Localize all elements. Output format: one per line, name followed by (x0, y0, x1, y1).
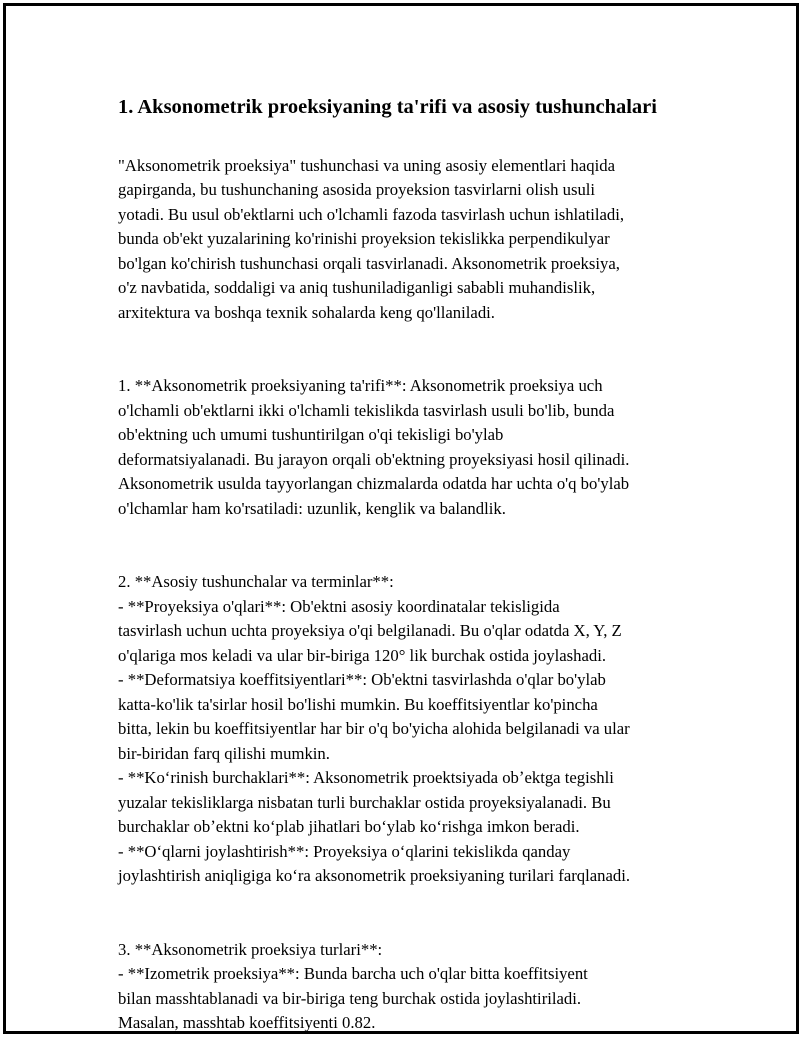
document-body (118, 129, 688, 1060)
paragraph-definition: 1. **Aksonometrik proeksiyaning ta'rifi**: Aksonometrik proeksiya uch o'lchamli ob'ektlarni ikki o'lchamli tekislikda tasvirlash usuli bo'lib, bunda ob'ektning uch umumi tushuntirilgan o'qi tekisligi bo'ylab deformatsiyalanadi. Bu jarayon orqali ob'ektning proyeksiyasi hosil qilinadi. Aksonometrik usulda tayyorlangan chizmalarda odatda har uchta o'q bo'ylab o'lchamlar ham ko'rsatiladi: uzunlik, kenglik va balandlik. (118, 376, 630, 518)
paragraph-concepts: 2. **Asosiy tushunchalar va terminlar**: - **Proyeksiya o'qlari**: Ob'ektni asosiy koordinatalar tekisligida tasvirlash uchun uchta proyeksiya o'qi belgilanadi. Bu o'qlar odatda X, Y, Z o'qlariga mos keladi va ular bir-biriga 120° lik burchak ostida joylashadi. - **Deformatsiya koeffitsiyentlari**: Ob'ektni tasvirlashda o'qlar bo'ylab katta-ko'lik ta'sirlar hosil bo'lishi mumkin. Bu koeffitsiyentlar ko'pincha bitta, lekin bu koeffitsiyentlar har bir o'q bo'yicha alohida belgilanadi va ular bir-biridan farq qilishi mumkin. - **Koʻrinish burchaklari**: Aksonometrik proektsiyada obʼektga tegishli yuzalar tekisliklarga nisbatan turli burchaklar ostida proyeksiyalanadi. Bu burchaklar obʼektni koʻplab jihatlari boʻylab koʻrishga imkon beradi. - **Oʻqlarni joylashtirish**: Proyeksiya oʻqlarini tekislikda qanday joylashtirish aniqligiga koʻra aksonometrik proeksiyaning turilari farqlanadi. (118, 572, 631, 885)
paragraph-intro: "Aksonometrik proeksiya" tushunchasi va uning asosiy elementlari haqida gapirganda, bu tushunchaning asosida proyeksion tasvirlarni olish usuli yotadi. Bu usul ob'ektlarni uch o'lchamli fazoda tasvirlash uchun ishlatiladi, bunda ob'ekt yuzalarining ko'rinishi proyeksion tekislikka perpendikulyar bo'lgan ko'chirish tushunchasi orqali tasvirlanadi. Aksonometrik proeksiya, o'z navbatida, soddaligi va aniq tushuniladiganligi sababli muhandislik, arxitektura va boshqa texnik sohalarda keng qo'llaniladi. (118, 155, 625, 322)
document-content (118, 95, 688, 1060)
document-title: 1. Aksonometrik proeksiyaning ta'rifi va asosiy tushunchalari (118, 96, 657, 118)
paragraph-types: 3. **Aksonometrik proeksiya turlari**: - **Izometrik proeksiya**: Bunda barcha uch o'qlar bitta koeffitsiyent bilan masshtablanadi va bir-biriga teng burchak ostida joylashtiriladi. Masalan, masshtab koeffitsiyenti 0.82. (118, 939, 588, 1032)
